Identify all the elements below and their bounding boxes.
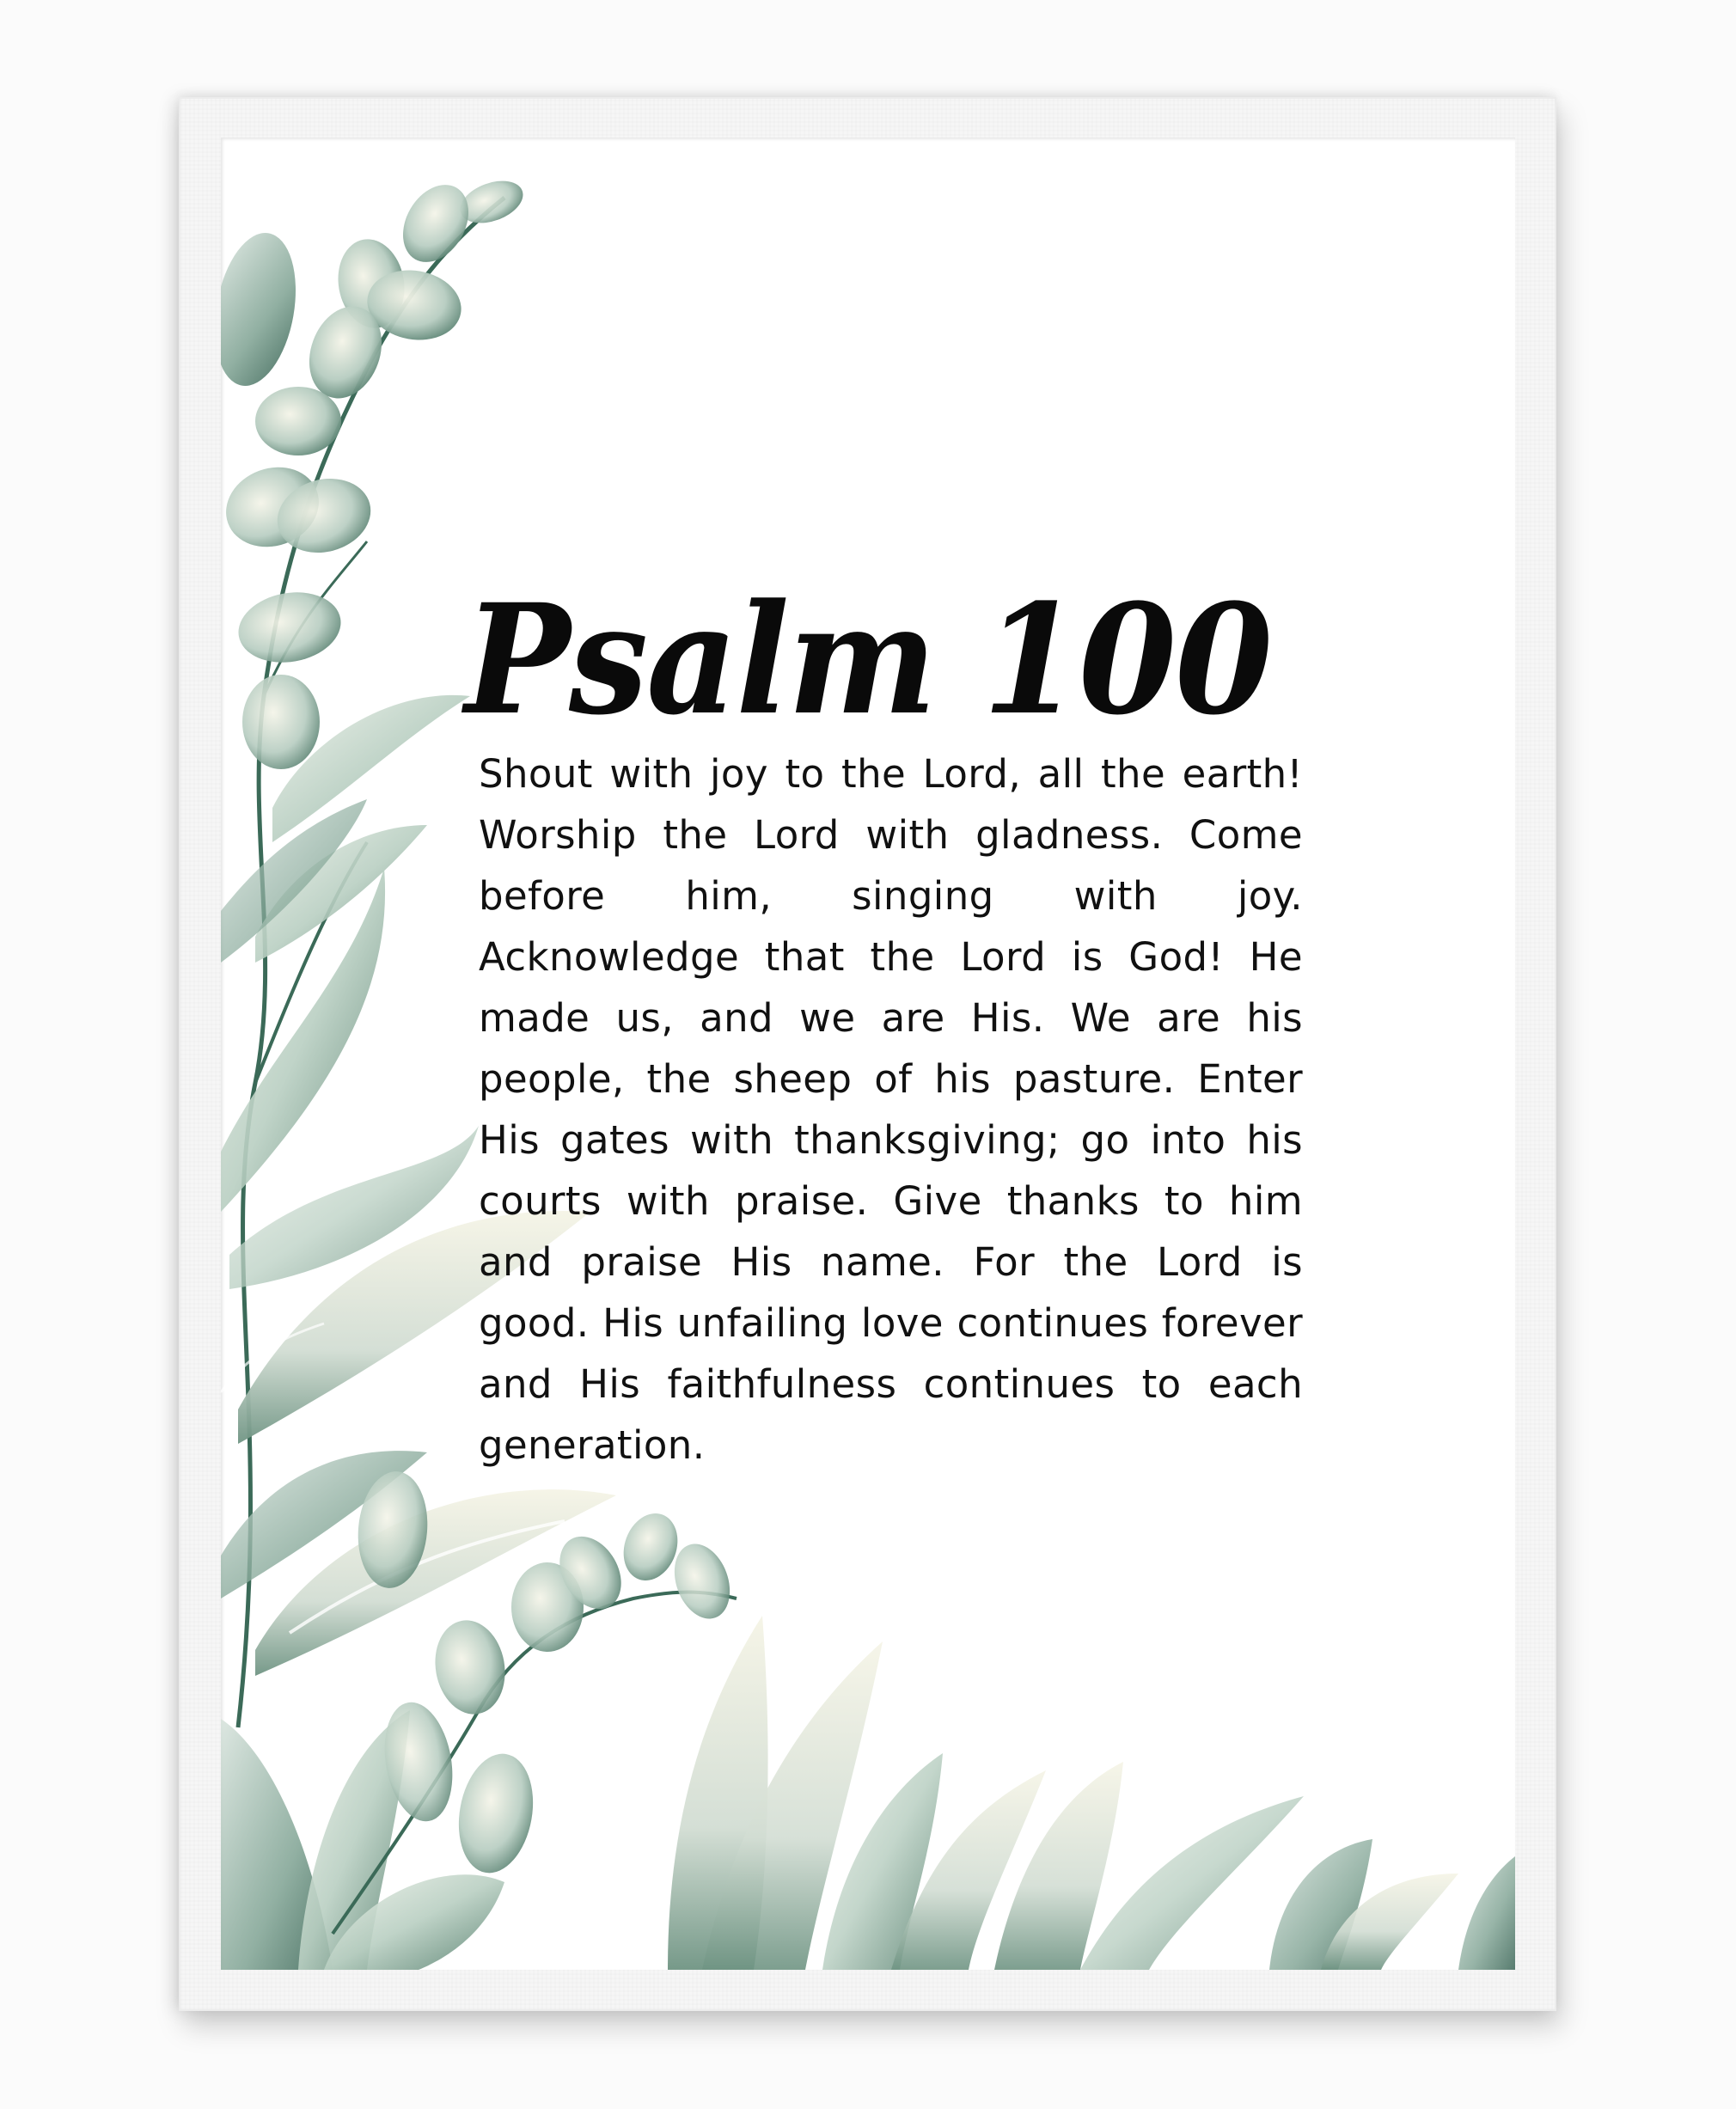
poster-print <box>221 138 1515 1970</box>
poster-title: Psalm 100 <box>464 571 1272 749</box>
verse-text: Shout with joy to the Lord, all the earth! Worship the Lord with gladness. Come before him, singing with joy. Acknowledge that the Lord is God! He made us, and we are His. We are his people, the sheep of his pasture. Enter His gates with thanksgiving; go into his courts with praise. Give thanks to him and praise His name. For the Lord is good. His unfailing love continues forever and His faithfulness continues to each generation. <box>479 751 1303 1468</box>
